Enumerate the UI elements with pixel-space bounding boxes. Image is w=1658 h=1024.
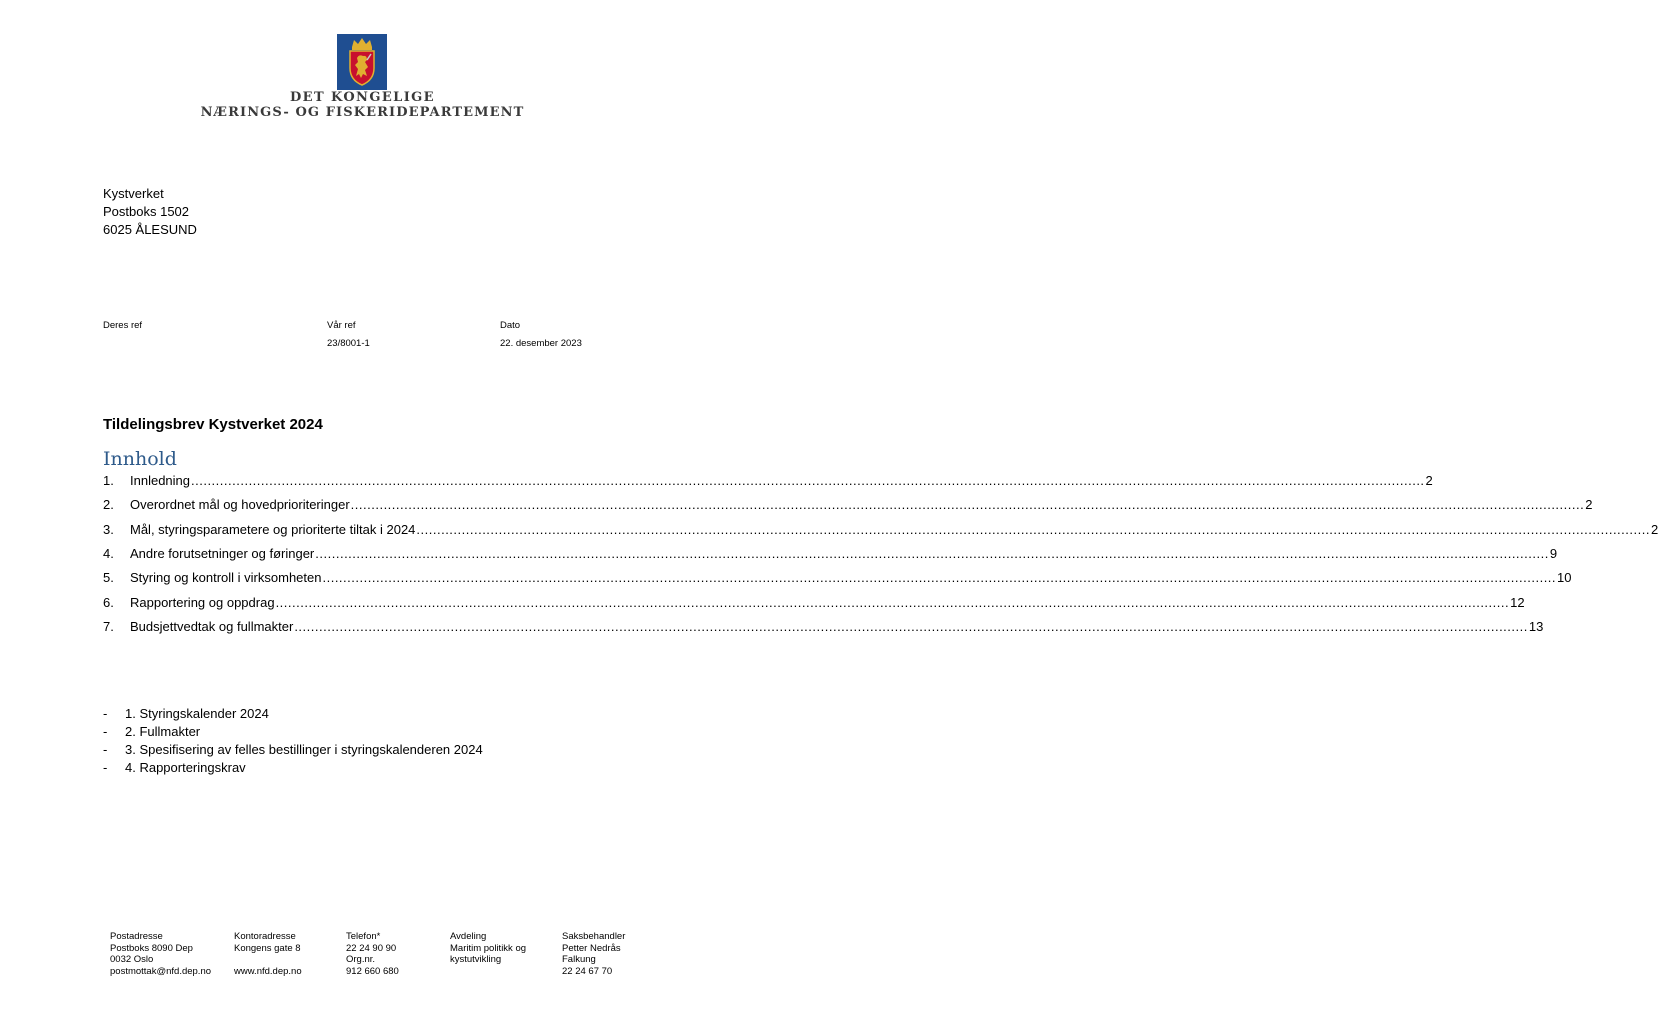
footer-telefon — [346, 931, 399, 977]
footer-email: postmottak@nfd.dep.no — [110, 965, 212, 977]
toc-page: 9 — [1549, 546, 1558, 561]
toc-page: 13 — [1528, 619, 1544, 634]
toc-leader: ............................................................................................................................................................................................................................................................................................................ — [322, 570, 1557, 585]
toc-number: 4. — [103, 546, 114, 561]
list-dash: - — [103, 760, 108, 775]
toc-heading: Innhold — [103, 448, 177, 470]
footer-label: Telefon* — [346, 931, 381, 942]
toc-number: 1. — [103, 473, 114, 488]
toc-page: 2 — [1425, 473, 1433, 488]
toc-leader: ............................................................................................................................................................................................................................................................................................................ — [315, 546, 1549, 561]
footer-value: kystutvikling — [450, 954, 502, 965]
dato-value: 22. desember 2023 — [500, 338, 582, 349]
toc-leader: ............................................................................................................................................................................................................................................................................................................ — [275, 595, 1510, 610]
toc-text: Styring og kontroll i virksomheten — [130, 570, 322, 585]
var-ref-label: Vår ref — [327, 320, 356, 331]
footer-value: Maritim politikk og — [450, 942, 527, 954]
toc-entry[interactable] — [103, 595, 1525, 613]
footer-avdeling — [450, 931, 526, 966]
var-ref-value: 23/8001-1 — [327, 338, 370, 349]
toc-page: 10 — [1557, 570, 1572, 585]
footer-value: Falkung — [562, 954, 596, 965]
ministry-name-line1: DET KONGELIGE — [290, 90, 435, 105]
toc-text: Andre forutsetninger og føringer — [130, 546, 315, 561]
attachment-text: 2. Fullmakter — [125, 724, 201, 739]
footer-website: www.nfd.dep.no — [234, 965, 302, 977]
toc-leader: ............................................................................................................................................................................................................................................................................................................ — [416, 522, 1650, 537]
toc-text: Budsjettvedtak og fullmakter — [130, 619, 294, 634]
toc-leader: ............................................................................................................................................................................................................................................................................................................ — [350, 497, 1585, 512]
attachment-text: 4. Rapporteringskrav — [125, 760, 246, 775]
toc-entry[interactable] — [103, 619, 1544, 637]
footer-label: Avdeling — [450, 931, 487, 942]
attachment-text: 1. Styringskalender 2024 — [125, 706, 269, 721]
list-dash: - — [103, 742, 108, 757]
toc-page: 2 — [1650, 522, 1658, 537]
footer-value: 912 660 680 — [346, 965, 399, 977]
attachment-item — [103, 706, 269, 724]
toc-entry[interactable] — [103, 522, 1658, 540]
toc-text: Overordnet mål og hovedprioriteringer — [130, 497, 350, 512]
toc-text: Innledning — [130, 473, 190, 488]
toc-entry[interactable] — [103, 546, 1558, 564]
ministry-name-line2: NÆRINGS- OG FISKERIDEPARTEMENT — [200, 105, 525, 120]
toc-entry[interactable] — [103, 497, 1593, 515]
footer-value: Postboks 8090 Dep — [110, 942, 193, 954]
toc-number: 3. — [103, 522, 114, 537]
list-dash: - — [103, 724, 108, 739]
recipient-postbox: Postboks 1502 — [103, 204, 190, 219]
footer-saksbehandler — [562, 931, 625, 977]
document-title: Tildelingsbrev Kystverket 2024 — [103, 416, 323, 433]
toc-page: 2 — [1585, 497, 1593, 512]
toc-text: Mål, styringsparametere og prioriterte tiltak i 2024 — [130, 522, 416, 537]
recipient-city: 6025 ÅLESUND — [103, 222, 197, 237]
list-dash: - — [103, 706, 108, 721]
deres-ref-label: Deres ref — [103, 320, 143, 331]
toc-number: 5. — [103, 570, 114, 585]
toc-leader: ............................................................................................................................................................................................................................................................................................................ — [294, 619, 1528, 634]
footer-value: 0032 Oslo — [110, 954, 154, 965]
toc-number: 2. — [103, 497, 114, 512]
coat-of-arms-icon — [337, 34, 387, 90]
toc-text: Rapportering og oppdrag — [130, 595, 275, 610]
footer-postadresse — [110, 931, 211, 977]
attachment-item — [103, 760, 246, 778]
attachment-item — [103, 742, 483, 760]
dato-label: Dato — [500, 320, 521, 331]
footer-value: Org.nr. — [346, 954, 376, 965]
footer-label: Kontoradresse — [234, 931, 296, 942]
footer-kontoradresse — [234, 931, 302, 977]
toc-page: 12 — [1510, 595, 1525, 610]
recipient-name: Kystverket — [103, 186, 164, 201]
toc-number: 6. — [103, 595, 114, 610]
toc-leader: ............................................................................................................................................................................................................................................................................................................ — [191, 473, 1425, 488]
attachment-item — [103, 724, 200, 742]
footer-value: 22 24 67 70 — [562, 965, 613, 977]
footer-value: 22 24 90 90 — [346, 942, 397, 954]
toc-number: 7. — [103, 619, 114, 634]
attachment-text: 3. Spesifisering av felles bestillinger i styringskalenderen 2024 — [125, 742, 483, 757]
footer-label: Saksbehandler — [562, 931, 626, 942]
footer-value: Petter Nedrås — [562, 942, 621, 954]
toc-entry[interactable] — [103, 570, 1572, 588]
toc-entry[interactable] — [103, 473, 1433, 491]
footer-label: Postadresse — [110, 931, 163, 942]
footer-value: Kongens gate 8 — [234, 942, 301, 954]
